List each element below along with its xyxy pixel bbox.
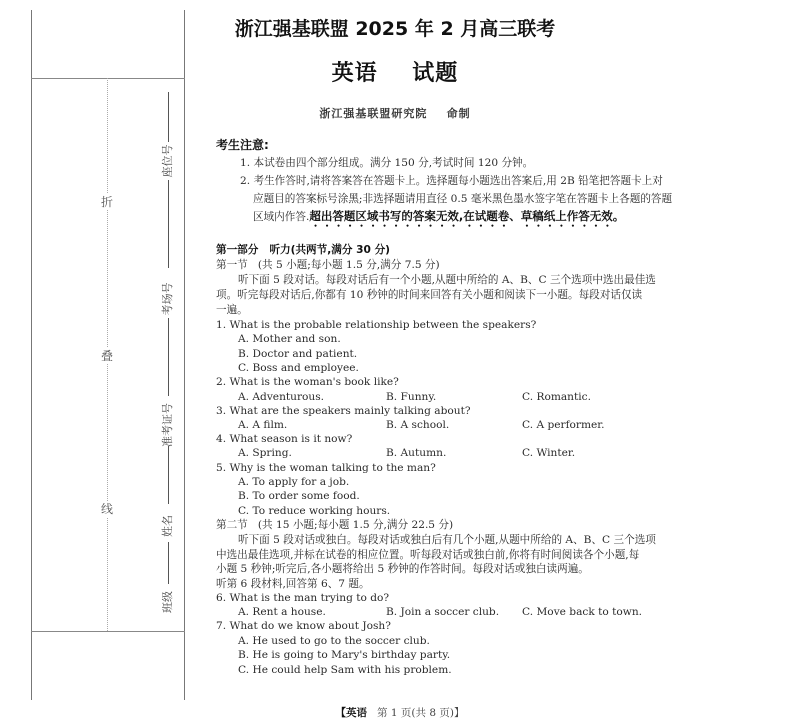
q7-option-a: A. He used to go to the soccer club. — [238, 635, 430, 647]
footer-subject: 【英语 — [335, 707, 368, 719]
notice-item-2-line-2: 应题目的答案标号涂黑;非选择题请用直径 0.5 毫米黑色墨水签字笔在答题卡上各题的答题 — [253, 193, 673, 205]
student-name-label: 姓名 — [161, 515, 174, 537]
q3-option-b: B. A school. — [386, 419, 450, 431]
q6-option-c: C. Move back to town. — [522, 606, 643, 618]
q5-option-b: B. To order some food. — [238, 490, 360, 502]
q4-option-a: A. Spring. — [238, 447, 292, 459]
section1-instructions-2: 项。听完每段对话后,你都有 10 秒钟的时间来回答有关小题和阅读下一小题。每段对话仅读 — [216, 289, 643, 301]
section2-instructions-2: 中选出最佳选项,并标在试卷的相应位置。听每段对话或独白前,你将有时间阅读各个小题,每 — [216, 549, 640, 561]
section2-heading: 第二节 (共 15 小题;每小题 1.5 分,满分 22.5 分) — [216, 519, 454, 531]
notice-item-2-line-1: 2. 考生作答时,请将答案答在答题卡上。选择题每小题选出答案后,用 2B 铅笔把答题卡上对 — [240, 175, 663, 187]
section1-heading: 第一节 (共 5 小题;每小题 1.5 分,满分 7.5 分) — [216, 259, 440, 271]
seat-number-label: 座位号 — [161, 144, 174, 178]
q4-option-c: C. Winter. — [522, 447, 576, 459]
question-6: 6. What is the man trying to do? — [216, 592, 390, 604]
material-6-instruction: 听第 6 段材料,回答第 6、7 题。 — [216, 578, 370, 590]
q7-option-b: B. He is going to Mary's birthday party. — [238, 649, 451, 661]
question-7: 7. What do we know about Josh? — [216, 620, 391, 632]
notice-emphasis-text: 超出答题区域书写的答案无效,在试题卷、草稿纸上作答无效。 — [309, 209, 625, 223]
seat-write-line-lower[interactable] — [168, 180, 169, 268]
name-write-line[interactable] — [168, 542, 169, 584]
q1-option-a: A. Mother and son. — [238, 333, 341, 345]
notice-heading: 考生注意: — [216, 138, 269, 152]
fold-char-zhe: 折 — [97, 194, 117, 210]
section2-instructions-1: 听下面 5 段对话或独白。每段对话或独白后有几个小题,从题中所给的 A、B、C 三个选项 — [238, 534, 656, 546]
section1-instructions-1: 听下面 5 段对话。每段对话后有一个小题,从题中所给的 A、B、C 三个选项中选出最佳选 — [238, 274, 656, 286]
exam-room-label: 考场号 — [161, 282, 174, 316]
author-line: 浙江强基联盟研究院 命制 — [319, 107, 471, 120]
q2-option-b: B. Funny. — [386, 391, 437, 403]
q4-option-b: B. Autumn. — [386, 447, 447, 459]
margin-bottom-rule — [31, 631, 185, 632]
question-1: 1. What is the probable relationship between the speakers? — [216, 319, 537, 331]
fold-char-die: 叠 — [97, 348, 117, 364]
q6-option-a: A. Rent a house. — [238, 606, 326, 618]
question-2: 2. What is the woman's book like? — [216, 376, 399, 388]
q3-option-a: A. A film. — [238, 419, 288, 431]
notice-item-1: 1. 本试卷由四个部分组成。满分 150 分,考试时间 120 分钟。 — [240, 157, 534, 169]
q6-option-b: B. Join a soccer club. — [386, 606, 500, 618]
notice-plain-text: 区域内作答. — [253, 211, 310, 223]
question-4: 4. What season is it now? — [216, 433, 353, 445]
footer-page-number: 第 1 页(共 8 页)】 — [377, 707, 465, 719]
room-write-line[interactable] — [168, 318, 169, 396]
q3-option-c: C. A performer. — [522, 419, 605, 431]
q1-option-b: B. Doctor and patient. — [238, 348, 358, 360]
q2-option-c: C. Romantic. — [522, 391, 591, 403]
subject-title: 英语 试题 — [331, 61, 459, 86]
q5-option-a: A. To apply for a job. — [238, 476, 350, 488]
page-footer — [0, 705, 800, 720]
section1-instructions-3: 一遍。 — [216, 304, 248, 316]
question-3: 3. What are the speakers mainly talking about? — [216, 405, 471, 417]
q1-option-c: C. Boss and employee. — [238, 362, 359, 374]
admission-ticket-label: 准考证号 — [161, 403, 174, 447]
exam-title: 浙江强基联盟 2025 年 2 月高三联考 — [234, 18, 556, 40]
fold-char-xian: 线 — [97, 501, 117, 517]
q5-option-c: C. To reduce working hours. — [238, 505, 391, 517]
margin-left-border — [31, 10, 32, 700]
q7-option-c: C. He could help Sam with his problem. — [238, 664, 452, 676]
section2-instructions-3: 小题 5 秒钟;听完后,各小题将给出 5 秒钟的作答时间。每段对话或独白读两遍。 — [216, 563, 589, 575]
notice-item-2-line-3 — [253, 209, 624, 230]
question-5: 5. Why is the woman talking to the man? — [216, 462, 436, 474]
q2-option-a: A. Adventurous. — [238, 391, 325, 403]
part1-heading: 第一部分 听力(共两节,满分 30 分) — [216, 244, 391, 256]
ticket-write-line[interactable] — [168, 446, 169, 504]
class-label: 班级 — [161, 591, 174, 613]
